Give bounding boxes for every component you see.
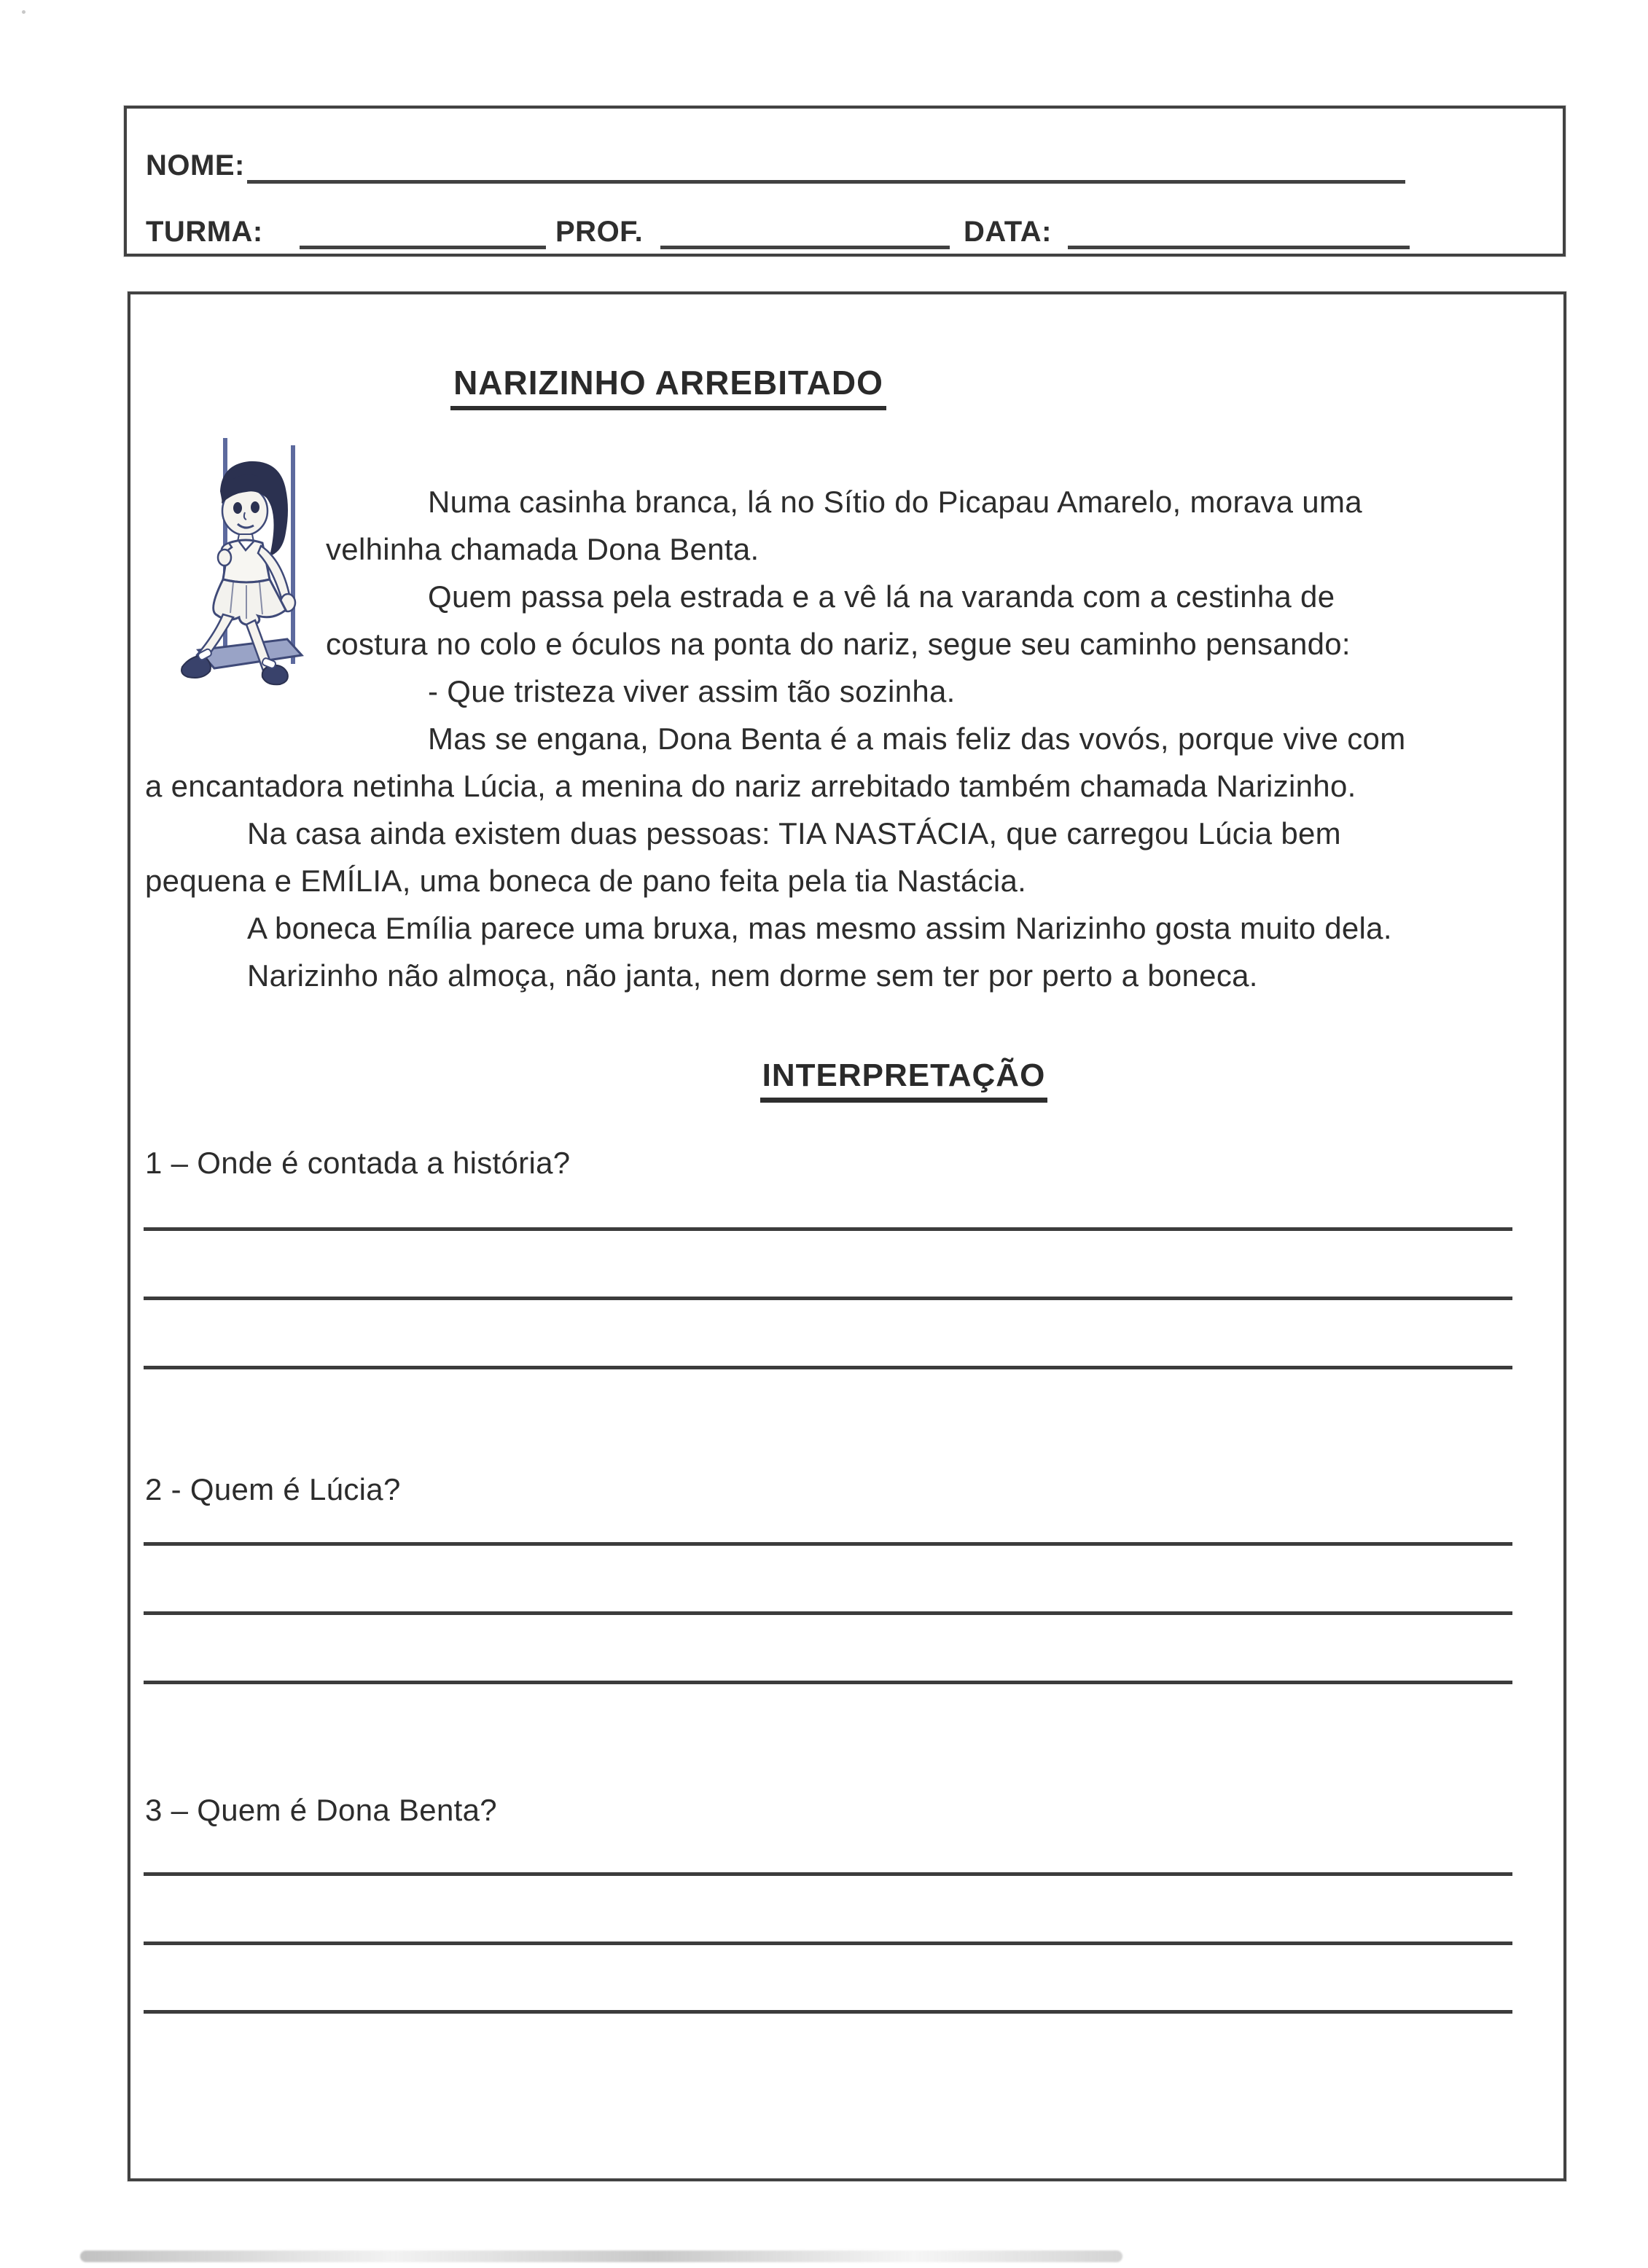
worksheet-body-box [128, 292, 1566, 2181]
nome-blank-line[interactable] [247, 180, 1405, 184]
question-1-answer-line[interactable] [144, 1297, 1512, 1300]
prof-label: PROF. [555, 216, 644, 248]
story-paragraph-line: costura no colo e óculos na ponta do nariz, segue seu caminho pensando: [326, 627, 1351, 661]
story-paragraph-line: Narizinho não almoça, não janta, nem dorme sem ter por perto a boneca. [247, 958, 1258, 993]
question-2-answer-line[interactable] [144, 1542, 1512, 1546]
scan-smudge [80, 2251, 1122, 2262]
story-title: NARIZINHO ARREBITADO [130, 366, 1563, 399]
question-3: 3 – Quem é Dona Benta? [145, 1793, 497, 1827]
story-paragraph-line: velhinha chamada Dona Benta. [326, 532, 759, 566]
story-paragraph-line: a encantadora netinha Lúcia, a menina do nariz arrebitado também chamada Narizinho. [145, 769, 1356, 803]
nome-label: NOME: [146, 149, 245, 181]
story-paragraph-line: Mas se engana, Dona Benta é a mais feliz das vovós, porque vive com [428, 722, 1406, 756]
question-2: 2 - Quem é Lúcia? [145, 1472, 401, 1506]
interpretation-heading: INTERPRETAÇÃO [130, 1060, 1563, 1092]
prof-blank-line[interactable] [660, 246, 950, 249]
student-info-box [124, 106, 1566, 257]
turma-blank-line[interactable] [300, 246, 546, 249]
scan-speck [22, 10, 26, 14]
data-blank-line[interactable] [1068, 246, 1410, 249]
story-paragraph-line: A boneca Emília parece uma bruxa, mas mesmo assim Narizinho gosta muito dela. [247, 911, 1392, 945]
question-3-answer-line[interactable] [144, 2010, 1512, 2014]
question-3-answer-line[interactable] [144, 1872, 1512, 1876]
question-1: 1 – Onde é contada a história? [145, 1146, 571, 1180]
turma-label: TURMA: [146, 216, 263, 248]
story-passage [145, 478, 1545, 999]
question-1-answer-line[interactable] [144, 1227, 1512, 1231]
question-3-answer-line[interactable] [144, 1942, 1512, 1945]
story-paragraph-line: Na casa ainda existem duas pessoas: TIA NASTÁCIA, que carregou Lúcia bem [247, 816, 1341, 850]
data-label: DATA: [964, 216, 1052, 248]
story-paragraph-line: - Que tristeza viver assim tão sozinha. [428, 674, 956, 708]
story-paragraph-line: Quem passa pela estrada e a vê lá na varanda com a cestinha de [428, 579, 1335, 614]
illustration-spacer [145, 478, 326, 740]
question-2-answer-line[interactable] [144, 1681, 1512, 1684]
story-paragraph-line: Numa casinha branca, lá no Sítio do Picapau Amarelo, morava uma [428, 485, 1362, 519]
question-1-answer-line[interactable] [144, 1366, 1512, 1369]
question-2-answer-line[interactable] [144, 1611, 1512, 1615]
story-paragraph-line: pequena e EMÍLIA, uma boneca de pano feita pela tia Nastácia. [145, 864, 1027, 898]
